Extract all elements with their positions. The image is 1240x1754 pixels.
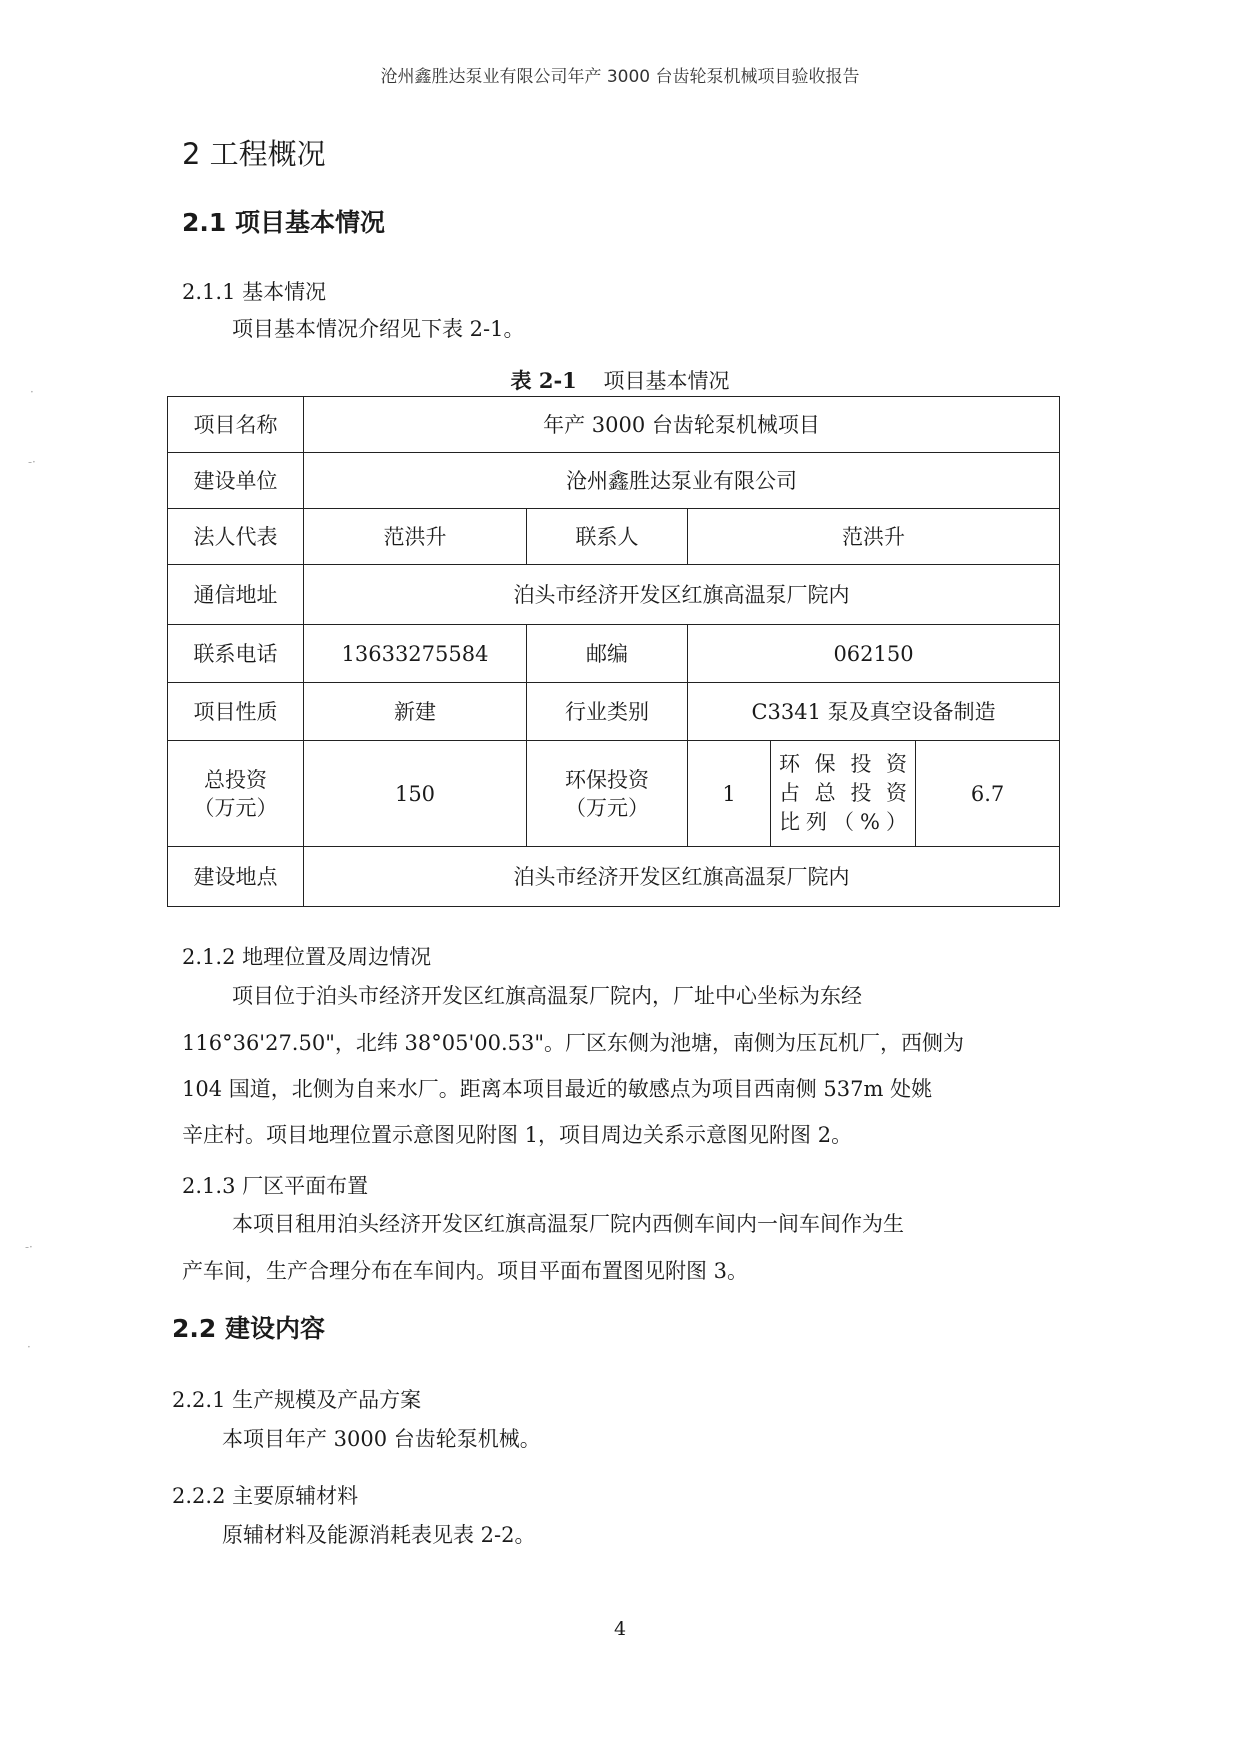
section-2-1-2-title: 2.1.2 地理位置及周边情况 (182, 945, 432, 969)
table-label-contact: 联系人 (527, 509, 688, 565)
table-label-project-name: 项目名称 (168, 397, 304, 453)
table-label-total-investment (168, 741, 304, 847)
table-value-env-investment: 1 (688, 741, 771, 847)
table-label-env-investment-line2: （万元） (565, 795, 649, 820)
page-number: 4 (613, 1618, 627, 1640)
basic-info-table (167, 396, 1060, 907)
table-value-env-ratio: 6.7 (916, 741, 1060, 847)
table-label-env-ratio-line2: 占 总 投 资 (779, 781, 907, 805)
table-value-legal-rep: 范洪升 (304, 509, 527, 565)
table-row (168, 565, 1060, 625)
section-2-1-3-title: 2.1.3 厂区平面布置 (182, 1174, 369, 1198)
table-label-legal-rep: 法人代表 (168, 509, 304, 565)
section-2-2-title: 2.2 建设内容 (172, 1314, 325, 1343)
section-2-1-2-line2: 116°36'27.50"，北纬 38°05'00.53"。厂区东侧为池塘，南侧为压瓦机厂，西侧为 (182, 1031, 965, 1055)
table-label-env-ratio (771, 741, 916, 847)
section-2-1-2-line3: 104 国道，北侧为自来水厂。距离本项目最近的敏感点为项目西南侧 537m 处姚 (182, 1077, 933, 1101)
section-2-1-3-line1: 本项目租用泊头经济开发区红旗高温泵厂院内西侧车间内一间车间作为生 (232, 1212, 904, 1236)
section-2-1-2-line4: 辛庄村。项目地理位置示意图见附图 1，项目周边关系示意图见附图 2。 (182, 1123, 853, 1147)
section-2-title: 2 工程概况 (182, 137, 326, 171)
table-row (168, 847, 1060, 907)
table-label-total-investment-line2: （万元） (193, 795, 278, 820)
table-row (168, 625, 1060, 683)
section-2-2-1-text: 本项目年产 3000 台齿轮泵机械。 (222, 1427, 541, 1451)
table-row (168, 397, 1060, 453)
table-value-contact: 范洪升 (688, 509, 1060, 565)
table-label-env-ratio-line1: 环 保 投 资 (779, 752, 907, 776)
section-2-1-1-text: 项目基本情况介绍见下表 2-1。 (232, 317, 525, 341)
table-value-nature: 新建 (304, 683, 527, 741)
table-caption-title: 项目基本情况 (603, 369, 730, 393)
table-label-industry: 行业类别 (527, 683, 688, 741)
scan-speck: · (30, 385, 34, 399)
table-value-address: 泊头市经济开发区红旗高温泵厂院内 (304, 565, 1060, 625)
table-value-phone: 13633275584 (304, 625, 527, 683)
table-caption (0, 365, 1240, 395)
table-row (168, 453, 1060, 509)
table-label-postcode: 邮编 (527, 625, 688, 683)
table-value-builder: 沧州鑫胜达泵业有限公司 (304, 453, 1060, 509)
table-label-site: 建设地点 (168, 847, 304, 907)
table-label-nature: 项目性质 (168, 683, 304, 741)
section-2-2-1-title: 2.2.1 生产规模及产品方案 (172, 1388, 422, 1412)
section-2-1-2-line1: 项目位于泊头市经济开发区红旗高温泵厂院内，厂址中心坐标为东经 (232, 984, 862, 1008)
scan-speck: -· (25, 1240, 33, 1254)
table-value-site: 泊头市经济开发区红旗高温泵厂院内 (304, 847, 1060, 907)
table-label-address: 通信地址 (168, 565, 304, 625)
table-value-industry: C3341 泵及真空设备制造 (688, 683, 1060, 741)
table-label-builder: 建设单位 (168, 453, 304, 509)
table-value-postcode: 062150 (688, 625, 1060, 683)
table-row (168, 741, 1060, 847)
page-header: 沧州鑫胜达泵业有限公司年产 3000 台齿轮泵机械项目验收报告 (380, 67, 860, 87)
table-label-env-ratio-line3: 比列（%） (779, 810, 907, 834)
scan-speck: · (27, 1340, 31, 1354)
section-2-1-1-title: 2.1.1 基本情况 (182, 280, 327, 304)
table-caption-number: 表 2-1 (510, 368, 577, 393)
table-label-phone: 联系电话 (168, 625, 304, 683)
section-2-2-2-text: 原辅材料及能源消耗表见表 2-2。 (222, 1523, 536, 1547)
section-2-1-title: 2.1 项目基本情况 (182, 208, 385, 237)
table-label-env-investment-line1: 环保投资 (565, 767, 649, 792)
section-2-2-2-title: 2.2.2 主要原辅材料 (172, 1484, 359, 1508)
table-row (168, 509, 1060, 565)
table-value-project-name: 年产 3000 台齿轮泵机械项目 (304, 397, 1060, 453)
table-row (168, 683, 1060, 741)
table-label-total-investment-line1: 总投资 (204, 767, 267, 792)
table-label-env-investment (527, 741, 688, 847)
scan-speck: -· (28, 455, 36, 469)
table-value-total-investment: 150 (304, 741, 527, 847)
section-2-1-3-line2: 产车间，生产合理分布在车间内。项目平面布置图见附图 3。 (182, 1259, 749, 1283)
